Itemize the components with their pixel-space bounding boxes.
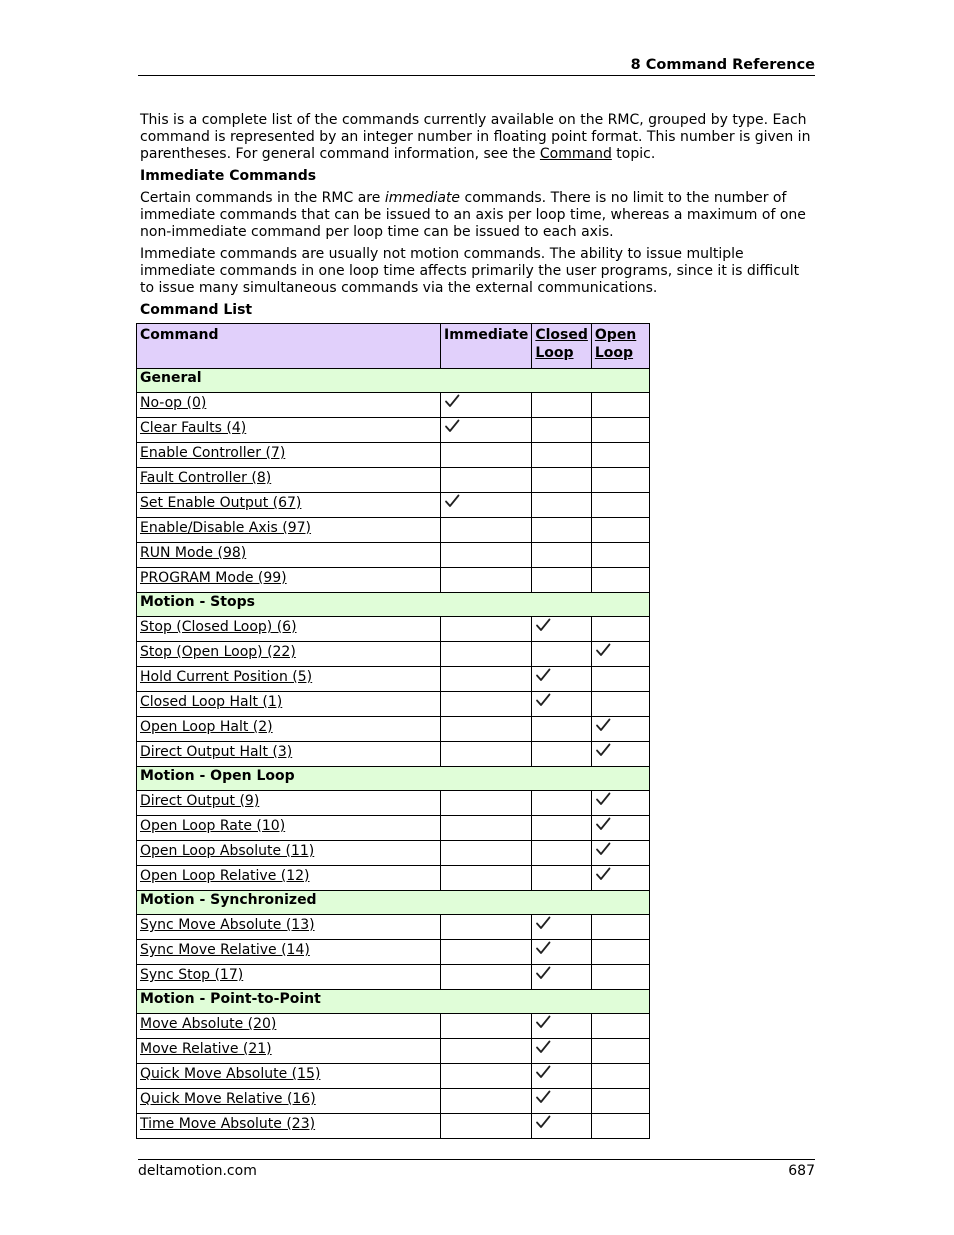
cl-cell [532,443,592,468]
imm-cell [441,468,532,493]
p2-text-end: commands. There is no limit to the number of immediate commands that can be issued to an axis per loop time, whereas a maximum of one non-immediate command per loop time can be issued to each axis. [140,190,806,240]
cl-cell [532,543,592,568]
section-row [137,990,650,1014]
section-title: General [137,369,650,393]
command-cell [137,1014,441,1039]
command-cell [137,742,441,767]
page-footer [138,1159,815,1180]
command-table [136,323,650,1139]
table-row [137,915,650,940]
table-header-row [137,324,650,369]
command-cell [137,1039,441,1064]
imm-cell [441,1114,532,1139]
section-title: Motion - Stops [137,593,650,617]
cl-cell [532,518,592,543]
cl-cell [532,692,592,717]
checkmark-icon [535,1064,551,1080]
immediate-paragraph-2: Immediate commands are usually not motion commands. The ability to issue multiple immediate commands in one loop time affects primarily the user programs, since it is difficult to issue many simultaneous commands via the external communications. [140,246,800,296]
table-row [137,816,650,841]
cl-cell [532,1114,592,1139]
command-link[interactable]: Enable Controller (7) [140,445,286,461]
imm-cell [441,717,532,742]
command-cell [137,617,441,642]
command-link[interactable]: Open Loop Halt (2) [140,719,273,735]
checkmark-icon [595,866,611,882]
checkmark-icon [595,791,611,807]
cl-cell [532,866,592,891]
checkmark-icon [595,841,611,857]
command-cell [137,915,441,940]
imm-cell [441,1014,532,1039]
command-link[interactable]: Move Absolute (20) [140,1016,277,1032]
open-loop-link[interactable]: Open Loop [594,327,637,361]
cl-cell [532,1039,592,1064]
checkmark-icon [595,642,611,658]
ol-cell [591,543,649,568]
command-list-heading: Command List [140,302,253,318]
table-row [137,1114,650,1139]
cl-cell [532,742,592,767]
ol-cell [591,617,649,642]
command-link[interactable]: Open Loop Relative (12) [140,868,310,884]
imm-cell [441,866,532,891]
command-link[interactable]: Stop (Closed Loop) (6) [140,619,297,635]
ol-cell [591,940,649,965]
cl-cell [532,418,592,443]
checkmark-icon [595,742,611,758]
p2-text: Certain commands in the RMC are [140,190,385,206]
table-row [137,1089,650,1114]
chapter-header: 8 Command Reference [138,55,815,76]
cl-cell [532,717,592,742]
command-link[interactable]: Quick Move Relative (16) [140,1091,316,1107]
ol-cell [591,1039,649,1064]
ol-cell [591,518,649,543]
intro-text: This is a complete list of the commands currently available on the RMC, grouped by type. Each command is represented by an integer number in floating point format. This number is given in parentheses. For general command information, see the [140,112,811,162]
imm-cell [441,1064,532,1089]
command-link[interactable]: Clear Faults (4) [140,420,247,436]
header-command: Command [137,324,441,369]
ol-cell [591,418,649,443]
cl-cell [532,841,592,866]
command-cell [137,642,441,667]
command-link[interactable]: Sync Stop (17) [140,967,244,983]
table-row [137,642,650,667]
cl-cell [532,965,592,990]
command-cell [137,1089,441,1114]
imm-cell [441,543,532,568]
command-cell [137,965,441,990]
command-link[interactable]: Hold Current Position (5) [140,669,313,685]
cl-cell [532,642,592,667]
table-row [137,667,650,692]
command-cell [137,791,441,816]
checkmark-icon [535,1114,551,1130]
ol-cell [591,1014,649,1039]
command-link[interactable]: Direct Output Halt (3) [140,744,293,760]
table-row [137,841,650,866]
imm-cell [441,965,532,990]
table-row [137,866,650,891]
command-cell [137,443,441,468]
imm-cell [441,791,532,816]
ol-cell [591,1064,649,1089]
imm-cell [441,518,532,543]
table-row [137,742,650,767]
checkmark-icon [535,940,551,956]
imm-cell [441,742,532,767]
ol-cell [591,791,649,816]
table-row [137,1064,650,1089]
command-link[interactable]: Time Move Absolute (23) [140,1116,316,1132]
ol-cell [591,568,649,593]
ol-cell [591,866,649,891]
ol-cell [591,742,649,767]
section-row [137,593,650,617]
table-row [137,518,650,543]
command-link[interactable]: Direct Output (9) [140,793,260,809]
cl-cell [532,915,592,940]
imm-cell [441,915,532,940]
intro-text-end: topic. [611,146,656,162]
cl-cell [532,468,592,493]
command-cell [137,568,441,593]
command-link[interactable]: Fault Controller (8) [140,470,272,486]
cl-cell [532,940,592,965]
checkmark-icon [535,667,551,683]
section-title: Motion - Point-to-Point [137,990,650,1014]
p2-emphasis: immediate [384,190,461,206]
table-row [137,1014,650,1039]
command-cell [137,1064,441,1089]
section-row [137,369,650,393]
command-link[interactable]: Sync Move Relative (14) [140,942,310,958]
checkmark-icon [535,692,551,708]
command-cell [137,468,441,493]
command-link[interactable]: RUN Mode (98) [140,545,247,561]
ol-cell [591,443,649,468]
cl-cell [532,493,592,518]
command-link[interactable]: Stop (Open Loop) (22) [140,644,296,660]
table-row [137,965,650,990]
header-closed-loop [532,324,592,369]
table-row [137,568,650,593]
command-link[interactable]: Open Loop Rate (10) [140,818,286,834]
section-title: Motion - Synchronized [137,891,650,915]
checkmark-icon [444,393,460,409]
imm-cell [441,393,532,418]
footer-site: deltamotion.com [138,1163,257,1179]
command-link[interactable]: Enable/Disable Axis (97) [140,520,312,536]
cl-cell [532,816,592,841]
imm-cell [441,617,532,642]
cl-cell [532,791,592,816]
checkmark-icon [535,617,551,633]
ol-cell [591,468,649,493]
intro-paragraph [140,112,816,163]
table-row [137,791,650,816]
imm-cell [441,568,532,593]
imm-cell [441,1039,532,1064]
cl-cell [532,617,592,642]
imm-cell [441,667,532,692]
section-row [137,767,650,791]
imm-cell [441,418,532,443]
imm-cell [441,642,532,667]
command-cell [137,692,441,717]
ol-cell [591,393,649,418]
checkmark-icon [595,717,611,733]
command-cell [137,418,441,443]
ol-cell [591,667,649,692]
imm-cell [441,940,532,965]
command-link[interactable]: No-op (0) [140,395,207,411]
cl-cell [532,568,592,593]
table-row [137,1039,650,1064]
closed-loop-link[interactable]: Closed Loop [535,327,588,361]
immediate-commands-heading: Immediate Commands [140,168,317,184]
imm-cell [441,443,532,468]
table-row [137,493,650,518]
ol-cell [591,816,649,841]
imm-cell [441,841,532,866]
ol-cell [591,717,649,742]
cl-cell [532,667,592,692]
command-link[interactable]: Move Relative (21) [140,1041,272,1057]
table-row [137,717,650,742]
command-cell [137,940,441,965]
command-link[interactable]: Set Enable Output (67) [140,495,302,511]
table-row [137,418,650,443]
ol-cell [591,493,649,518]
table-row [137,940,650,965]
immediate-paragraph-1 [140,190,816,241]
checkmark-icon [535,1039,551,1055]
checkmark-icon [535,1014,551,1030]
checkmark-icon [535,915,551,931]
cl-cell [532,393,592,418]
command-link[interactable]: Open Loop Absolute (11) [140,843,315,859]
table-row [137,543,650,568]
command-cell [137,816,441,841]
section-row [137,891,650,915]
imm-cell [441,816,532,841]
table-row [137,692,650,717]
checkmark-icon [444,493,460,509]
cl-cell [532,1064,592,1089]
header-open-loop [591,324,649,369]
command-topic-link[interactable]: Command [539,146,612,162]
command-cell [137,543,441,568]
checkmark-icon [444,418,460,434]
cl-cell [532,1089,592,1114]
checkmark-icon [595,816,611,832]
command-cell [137,717,441,742]
ol-cell [591,841,649,866]
command-link[interactable]: PROGRAM Mode (99) [140,570,287,586]
table-row [137,393,650,418]
header-immediate: Immediate [441,324,532,369]
imm-cell [441,493,532,518]
page-number: 687 [788,1163,815,1179]
imm-cell [441,1089,532,1114]
command-cell [137,1114,441,1139]
table-row [137,443,650,468]
imm-cell [441,692,532,717]
table-row [137,468,650,493]
ol-cell [591,642,649,667]
command-cell [137,667,441,692]
command-link[interactable]: Quick Move Absolute (15) [140,1066,321,1082]
ol-cell [591,692,649,717]
ol-cell [591,915,649,940]
ol-cell [591,965,649,990]
command-cell [137,841,441,866]
intro-content [140,112,816,324]
ol-cell [591,1089,649,1114]
command-cell [137,393,441,418]
command-cell [137,493,441,518]
section-title: Motion - Open Loop [137,767,650,791]
checkmark-icon [535,1089,551,1105]
table-row [137,617,650,642]
command-cell [137,518,441,543]
cl-cell [532,1014,592,1039]
command-link[interactable]: Closed Loop Halt (1) [140,694,283,710]
command-cell [137,866,441,891]
command-link[interactable]: Sync Move Absolute (13) [140,917,315,933]
checkmark-icon [535,965,551,981]
ol-cell [591,1114,649,1139]
